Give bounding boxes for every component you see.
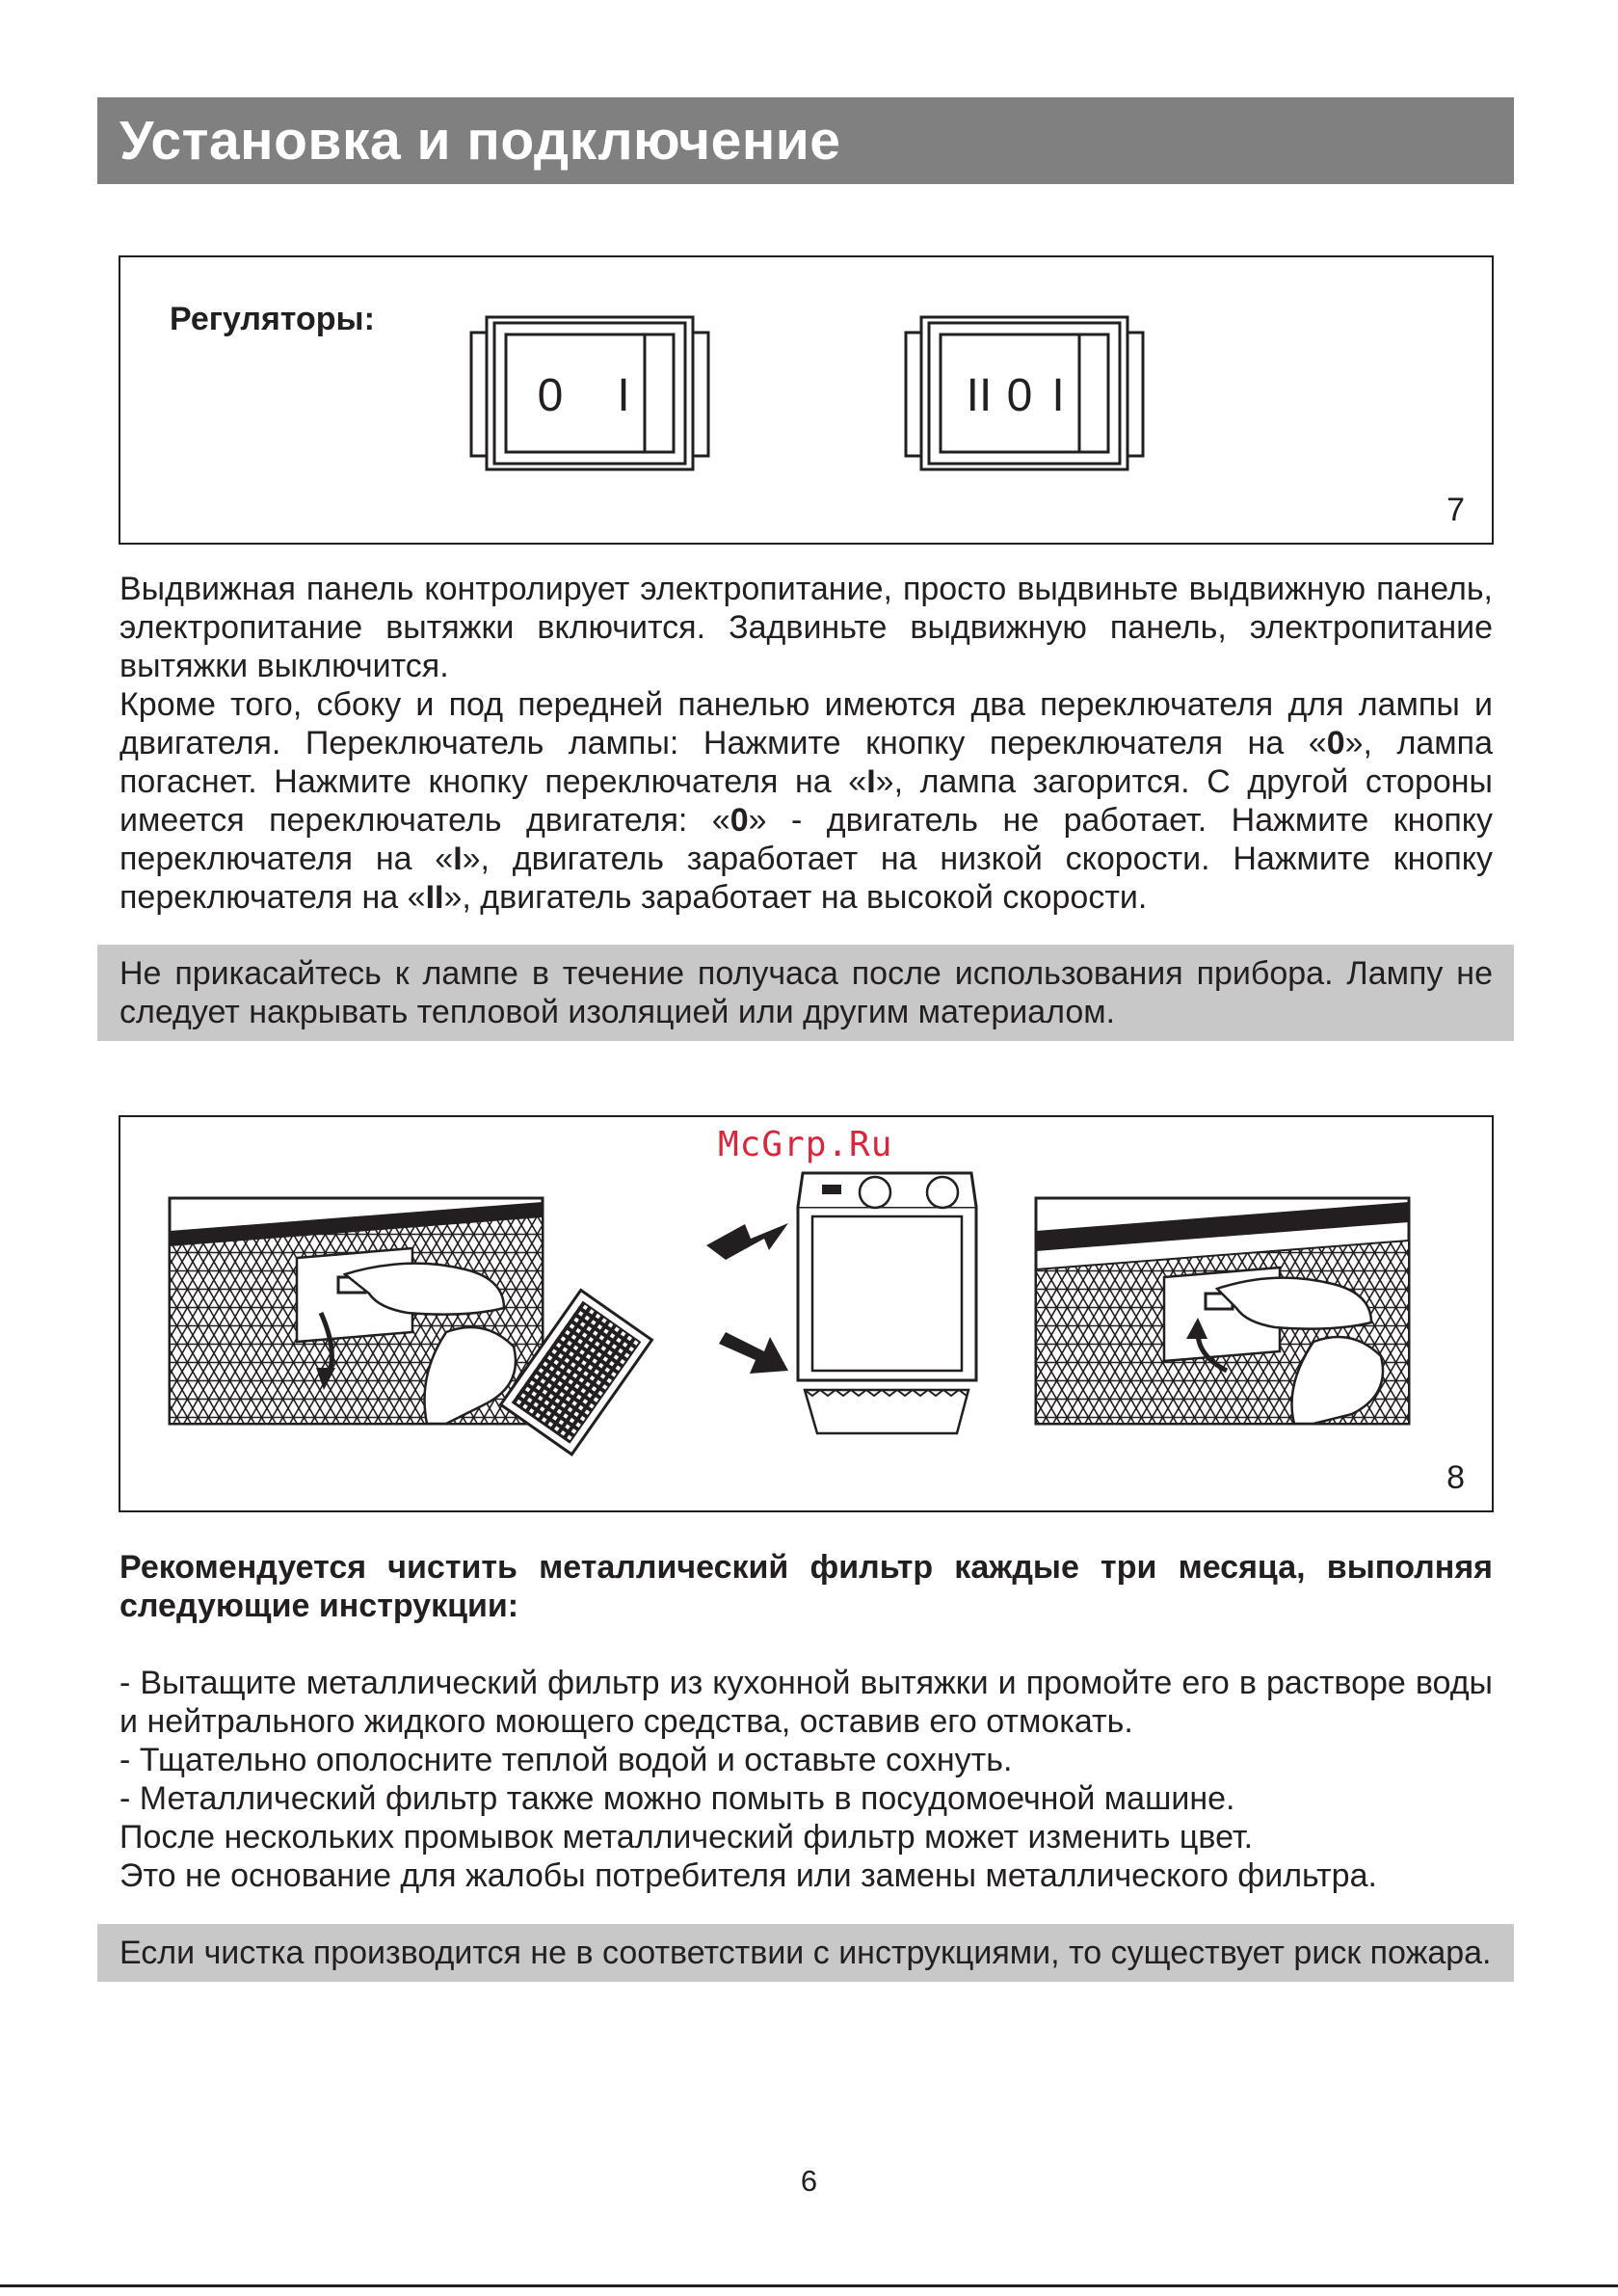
panel-paragraph: Выдвижная панель контролирует электропитание, просто выдвиньте выдвижную панель, электропитание вытяжки включится. Задвиньте выдвижную панель, электропитание вытяжки выключится. bbox=[119, 571, 1493, 684]
switch1-mark-0: 0 bbox=[537, 370, 564, 421]
switch2-mark-2: I bbox=[1051, 370, 1065, 421]
fire-warning-text: Если чистка производится не в соответствии с инструкциями, то существует риск пожара. bbox=[119, 1935, 1492, 1971]
switch2-mark-1: 0 bbox=[1006, 370, 1033, 421]
page-number: 6 bbox=[800, 2164, 818, 2198]
filter-illustration bbox=[119, 1115, 1494, 1512]
instruction-2: - Тщательно ополосните теплой водой и оставьте сохнуть. bbox=[119, 1742, 1013, 1778]
filter-cleaning-text bbox=[119, 1548, 1493, 1895]
lamp-warning-note bbox=[97, 945, 1514, 1041]
figure-number: 8 bbox=[1446, 1459, 1465, 1496]
filter-heading: Рекомендуется чистить металлический фильтр каждые три месяца, выполняя следующие инструкции: bbox=[119, 1549, 1493, 1624]
switch2-mark-0: II bbox=[966, 370, 993, 421]
lamp-switch-icon bbox=[469, 315, 710, 471]
instruction-4: После нескольких промывок металлический фильтр может изменить цвет. bbox=[119, 1819, 1254, 1855]
hood-open-panel-illustration bbox=[170, 1198, 543, 1424]
lamp-warning-text: Не прикасайтесь к лампе в течение получаса после использования прибора. Лампу не следует накрывать тепловой изоляцией или другим материалом. bbox=[119, 955, 1493, 1030]
switch1-mark-1: I bbox=[617, 370, 630, 421]
regulators-label: Регуляторы: bbox=[170, 301, 375, 337]
instruction-1: - Вытащите металлический фильтр из кухонной вытяжки и промойте его в растворе воды и нейтрального жидкого моющего средства, оставив его отмокать. bbox=[119, 1665, 1493, 1740]
section-title-bar bbox=[97, 97, 1514, 184]
description-text bbox=[119, 570, 1493, 917]
fire-warning-note bbox=[97, 1924, 1514, 1982]
dishwasher-illustration bbox=[798, 1173, 976, 1433]
instruction-5: Это не основание для жалобы потребителя или замены металлического фильтра. bbox=[119, 1857, 1377, 1894]
figure-number: 7 bbox=[1446, 492, 1465, 528]
instruction-3: - Металлический фильтр также можно помыть в посудомоечной машине. bbox=[119, 1780, 1235, 1817]
hood-close-panel-illustration bbox=[1036, 1198, 1409, 1424]
section-title: Установка и подключение bbox=[119, 110, 841, 172]
motor-switch-icon bbox=[904, 315, 1145, 471]
figure-7-regulators bbox=[119, 255, 1494, 545]
arrow-icon bbox=[706, 1223, 788, 1374]
switches-paragraph: Кроме того, сбоку и под передней панелью имеются два переключателя для лампы и двигателя. Переключатель лампы: Нажмите кнопку переключателя на «0», лампа погаснет. Нажмите кнопку переключателя на «I», лампа загорится. С другой стороны имеется переключатель двигателя: «0» - двигатель не работает. Нажмите кнопку переключателя на «I», двигатель заработает на низкой скорости. Нажмите кнопку переключателя на «II», двигатель заработает на высокой скорости. bbox=[119, 686, 1493, 916]
watermark: McGrp.Ru bbox=[718, 1125, 893, 1164]
page-bottom-rule bbox=[0, 2284, 1618, 2287]
